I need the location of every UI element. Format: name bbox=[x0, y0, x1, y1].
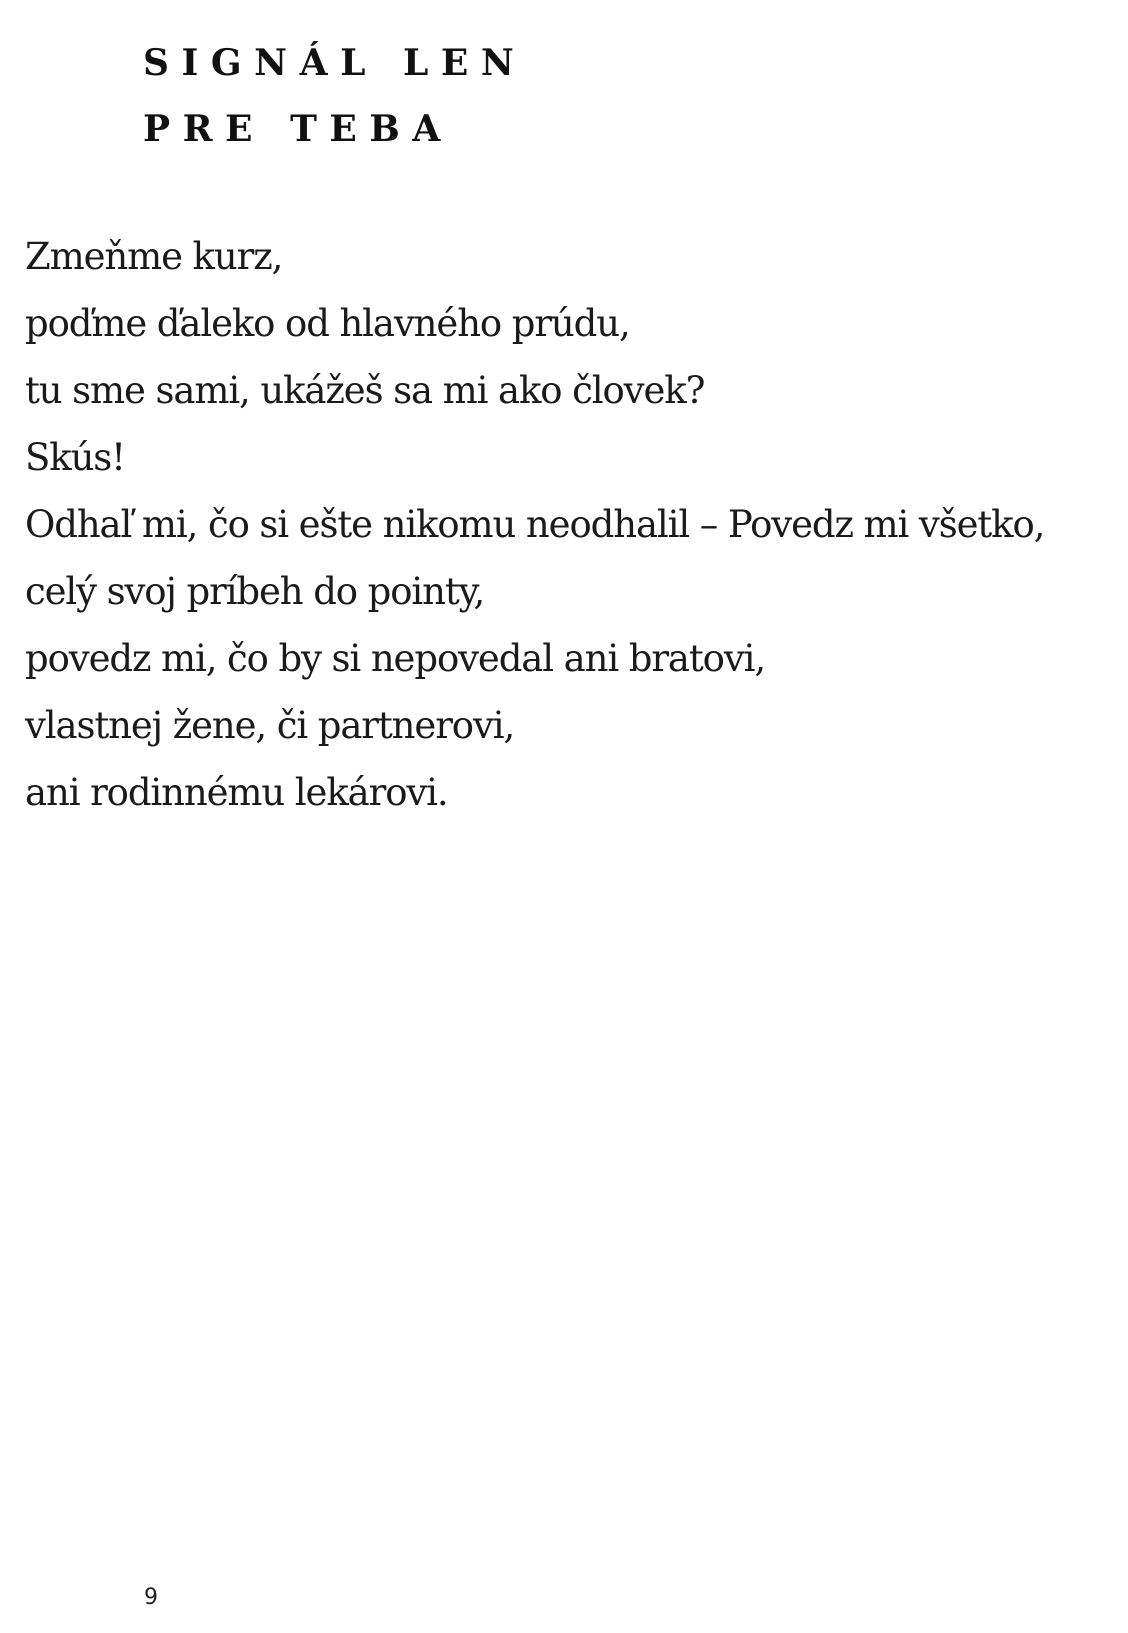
poem-title-line-1: S I G N Á L L E N bbox=[143, 42, 514, 84]
poem-line: Skús! bbox=[25, 436, 125, 479]
poem-line: ani rodinnému lekárovi. bbox=[25, 771, 448, 814]
poem-line: tu sme sami, ukážeš sa mi ako človek? bbox=[25, 369, 705, 412]
poem-line: celý svoj príbeh do pointy, bbox=[25, 570, 485, 613]
page-number: 9 bbox=[144, 1585, 158, 1610]
poem-line: Zmeňme kurz, bbox=[25, 235, 283, 278]
poem-line: poďme ďaleko od hlavného prúdu, bbox=[25, 302, 630, 345]
poem-line: vlastnej žene, či partnerovi, bbox=[25, 704, 515, 747]
poem-line: povedz mi, čo by si nepovedal ani bratovi, bbox=[25, 637, 766, 680]
poem-body bbox=[25, 223, 1115, 826]
poem-title-line-2: P R E T E B A bbox=[143, 108, 441, 150]
poem-line: Odhaľ mi, čo si ešte nikomu neodhalil – Povedz mi všetko, bbox=[25, 503, 1045, 546]
poem-title bbox=[143, 30, 514, 162]
